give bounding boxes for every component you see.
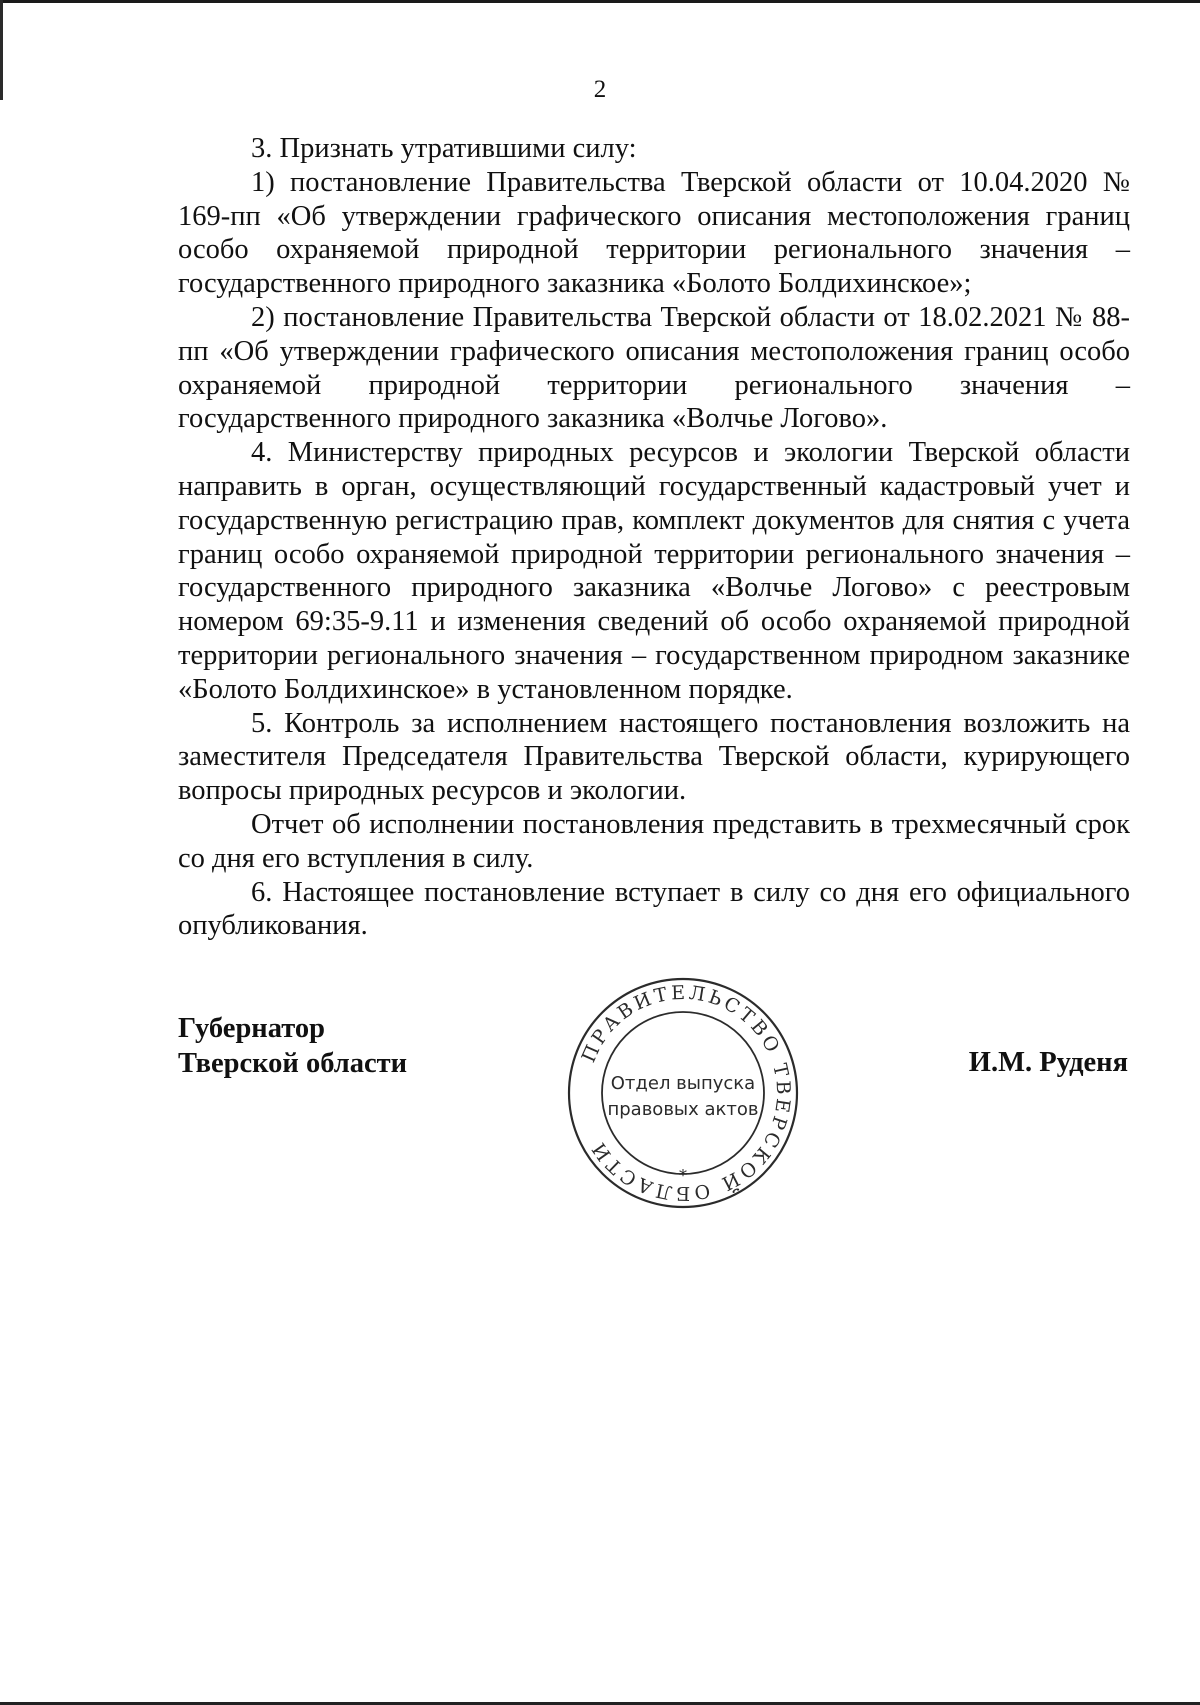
stamp-inner-line1: Отдел выпуска (610, 1073, 756, 1094)
paragraph-3-2: 2) постановление Правительства Тверской области от 18.02.2021 № 88-пп «Об утверждении графического описания местоположения границ особо охраняемой природной территории регионального значения – государственного природного заказника «Волчье Логово». (178, 301, 1130, 435)
signatory-position-line2: Тверской области (178, 1048, 408, 1079)
signatory-position (178, 1011, 407, 1081)
scan-edge-top (0, 0, 1200, 3)
paragraph-3: 3. Признать утратившими силу: (251, 133, 637, 164)
page-number: 2 (593, 76, 607, 103)
paragraph-3-1: 1) постановление Правительства Тверской области от 10.04.2020 № 169-пп «Об утверждении графического описания местоположения границ особо охраняемой природной территории регионального значения – государственного природного заказника «Болото Болдихинское»; (178, 166, 1130, 300)
paragraph-5: 5. Контроль за исполнением настоящего постановления возложить на заместителя Председателя Правительства Тверской области, курирующего вопросы природных ресурсов и экологии. (178, 707, 1130, 807)
document-body (178, 132, 1130, 943)
official-stamp (565, 975, 801, 1211)
paragraph-6: 6. Настоящее постановление вступает в силу со дня его официального опубликования. (178, 876, 1130, 942)
signatory-position-line1: Губернатор (178, 1013, 325, 1044)
paragraph-4: 4. Министерству природных ресурсов и экологии Тверской области направить в орган, осуществляющий государственный кадастровый учет и государственную регистрацию прав, комплект документов для снятия с учета границ особо охраняемой природной территории регионального значения – государственного природного заказника «Волчье Логово» с реестровым номером 69:35-9.11 и изменения сведений об особо охраняемой природной территории регионального значения – государственном природном заказнике «Болото Болдихинское» в установленном порядке. (178, 437, 1130, 705)
signatory-name: И.М. Руденя (968, 1047, 1128, 1078)
stamp-inner-line2: правовых актов (607, 1099, 759, 1120)
stamp-star: * (679, 1166, 687, 1185)
stamp-ring-text: ПРАВИТЕЛЬСТВО ТВЕРСКОЙ ОБЛАСТИ (577, 981, 795, 1205)
paragraph-report: Отчет об исполнении постановления представить в трехмесячный срок со дня его вступления в силу. (178, 808, 1130, 874)
